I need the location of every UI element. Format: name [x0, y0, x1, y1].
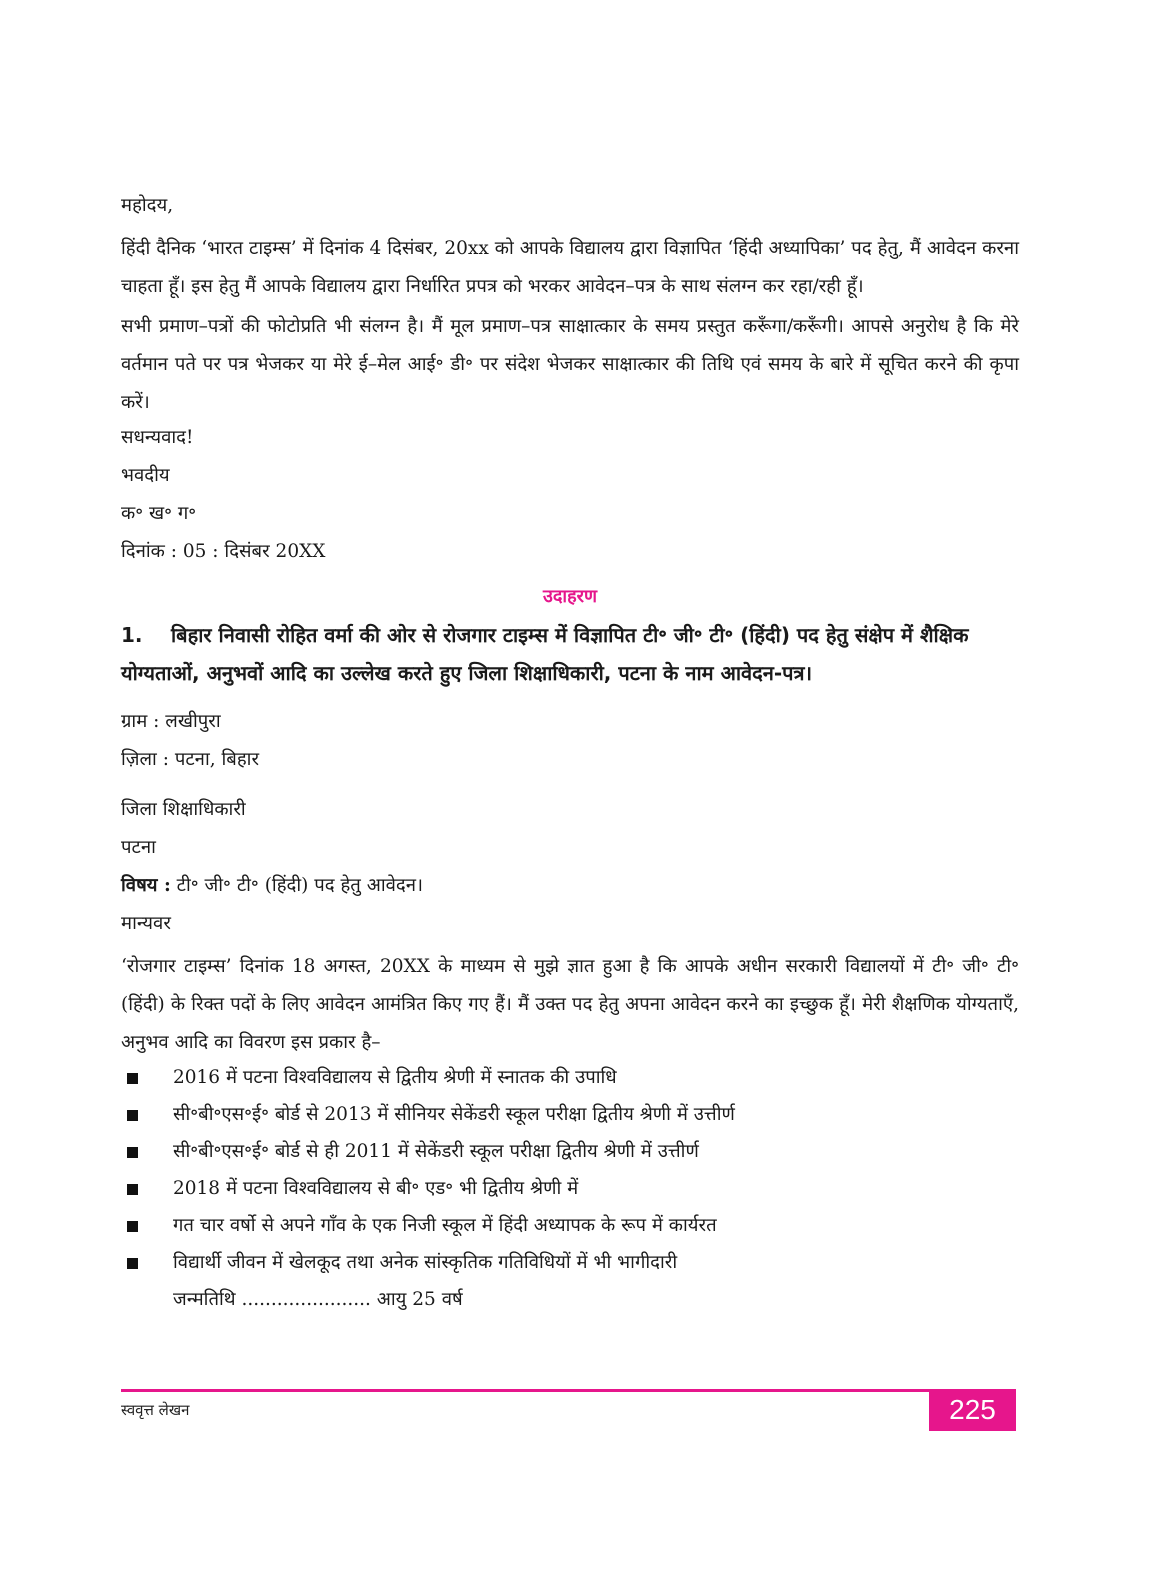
- square-bullet-icon: [127, 1110, 138, 1121]
- page-number-badge: 225: [929, 1389, 1016, 1431]
- subject-line: [121, 872, 1019, 900]
- list-item: सी॰बी॰एस॰ई॰ बोर्ड से ही 2011 में सेकेंडरी स्कूल परीक्षा द्वितीय श्रेणी में उत्तीर्ण: [121, 1138, 1019, 1166]
- recipient-city: पटना: [121, 837, 156, 858]
- square-bullet-icon: [127, 1221, 138, 1232]
- question-text: बिहार निवासी रोहित वर्मा की ओर से रोजगार टाइम्स में विज्ञापित टी॰ जी॰ टी॰ (हिंदी) पद हेतु संक्षेप में शैक्षिक योग्यताओं, अनुभवों आदि का उल्लेख करते हुए जिला शिक्षाधिकारी, पटना के नाम आवेदन-पत्र।: [121, 623, 969, 685]
- subject-text: टी॰ जी॰ टी॰ (हिंदी) पद हेतु आवेदन।: [170, 875, 423, 896]
- list-item: 2016 में पटना विश्वविद्यालय से द्वितीय श्रेणी में स्नातक की उपाधि: [121, 1064, 1019, 1092]
- list-item: गत चार वर्षो से अपने गाँव के एक निजी स्कूल में हिंदी अध्यापक के रूप में कार्यरत: [121, 1212, 1019, 1240]
- letter2-salutation: मान्यवर: [121, 913, 171, 934]
- footer-section-title: स्ववृत्त लेखन: [121, 1401, 190, 1419]
- question-number: 1.: [121, 623, 143, 647]
- list-item: सी॰बी॰एस॰ई॰ बोर्ड से 2013 में सीनियर सेकेंडरी स्कूल परीक्षा द्वितीय श्रेणी में उत्तीर्ण: [121, 1101, 1019, 1129]
- letter1-thanks: सधन्यवाद!: [121, 427, 194, 448]
- letter1-closing: भवदीय: [121, 465, 170, 486]
- example-heading: उदाहरण: [542, 586, 598, 607]
- letter1-signature: क॰ ख॰ ग॰: [121, 503, 197, 524]
- sender-village: ग्राम : लखीपुरा: [121, 711, 221, 732]
- qualifications-list: [121, 1064, 1019, 1277]
- dob-line: जन्मतिथि ...................... आयु 25 वर्ष: [173, 1289, 463, 1310]
- example-question: [121, 616, 1019, 692]
- subject-label: विषय :: [121, 875, 171, 896]
- footer-divider: [121, 1389, 1016, 1392]
- list-item: विद्यार्थी जीवन में खेलकूद तथा अनेक सांस्कृतिक गतिविधियों में भी भागीदारी: [121, 1249, 1019, 1277]
- letter2-body: ‘रोजगार टाइम्स’ दिनांक 18 अगस्त, 20XX के माध्यम से मुझे ज्ञात हुआ है कि आपके अधीन सरकारी विद्यालयों में टी॰ जी॰ टी॰ (हिंदी) के रिक्त पदों के लिए आवेदन आमंत्रित किए गए हैं। मैं उक्त पद हेतु अपना आवेदन करने का इच्छुक हूँ। मेरी शैक्षणिक योग्यताएँ, अनुभव आदि का विवरण इस प्रकार है–: [121, 956, 1019, 1053]
- list-item: 2018 में पटना विश्वविद्यालय से बी॰ एड॰ भी द्वितीय श्रेणी में: [121, 1175, 1019, 1203]
- letter1-date: दिनांक : 05 : दिसंबर 20XX: [121, 541, 326, 562]
- letter1-body-para2: सभी प्रमाण–पत्रों की फोटोप्रति भी संलग्न है। मैं मूल प्रमाण–पत्र साक्षात्कार के समय प्रस्तुत करूँगा/करूँगी। आपसे अनुरोध है कि मेरे वर्तमान पते पर पत्र भेजकर या मेरे ई–मेल आई॰ डी॰ पर संदेश भेजकर साक्षात्कार की तिथि एवं समय के बारे में सूचित करने की कृपा करें।: [121, 316, 1019, 413]
- recipient-title: जिला शिक्षाधिकारी: [121, 799, 246, 820]
- letter1-body-para1: हिंदी दैनिक ‘भारत टाइम्स’ में दिनांक 4 दिसंबर, 20xx को आपके विद्यालय द्वारा विज्ञापित ‘हिंदी अध्यापिका’ पद हेतु, मैं आवेदन करना चाहता हूँ। इस हेतु मैं आपके विद्यालय द्वारा निर्धारित प्रपत्र को भरकर आवेदन–पत्र के साथ संलग्न कर रहा/रही हूँ।: [121, 238, 1019, 297]
- letter1-salutation: महोदय,: [121, 195, 174, 216]
- square-bullet-icon: [127, 1147, 138, 1158]
- sender-district: ज़िला : पटना, बिहार: [121, 749, 260, 770]
- square-bullet-icon: [127, 1184, 138, 1195]
- square-bullet-icon: [127, 1258, 138, 1269]
- square-bullet-icon: [127, 1073, 138, 1084]
- page-content: [121, 192, 1019, 1314]
